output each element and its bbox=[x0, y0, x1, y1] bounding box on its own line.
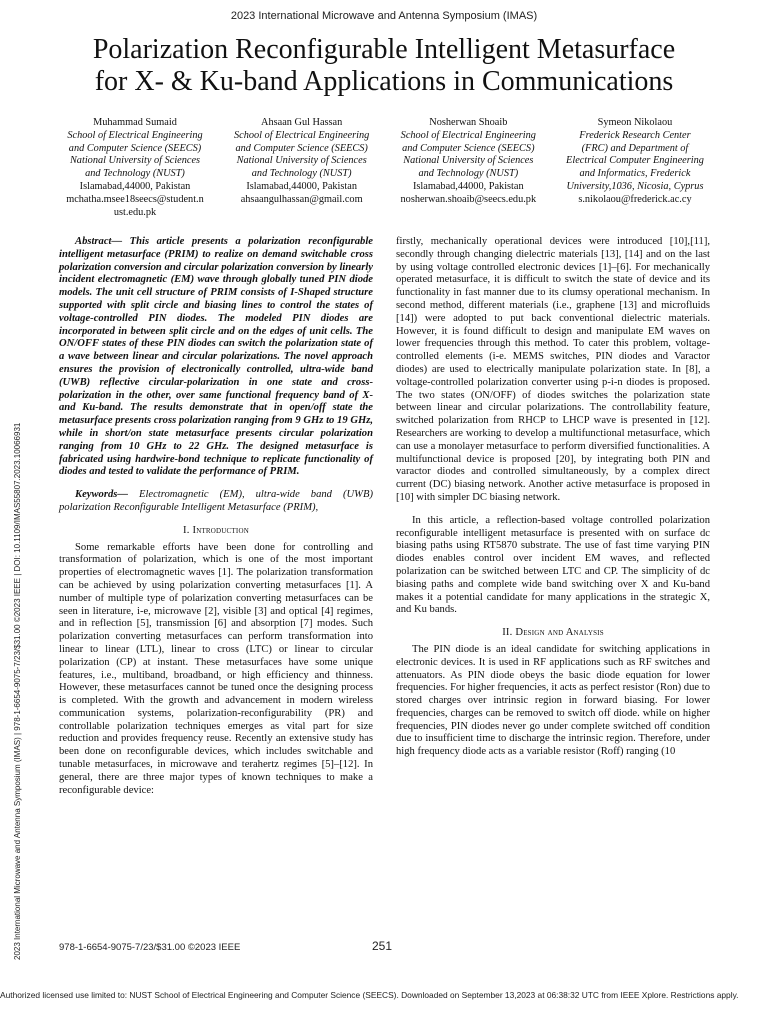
author-address: Islamabad,44000, Pakistan bbox=[79, 180, 191, 192]
author-affiliation: National University of Sciences bbox=[236, 155, 367, 167]
author-affiliation: and Computer Science (SEECS) bbox=[235, 142, 368, 154]
download-notice: Authorized licensed use limited to: NUST School of Electrical Engineering and Computer Science (SEECS). Downloaded on September 13,2023 at 06:38:32 UTC from IEEE Xplore. Restrictions apply. bbox=[0, 990, 739, 1000]
author-2 bbox=[222, 117, 382, 219]
author-address: University,1036, Nicosia, Cyprus bbox=[566, 180, 704, 192]
author-email: ahsaangulhassan@gmail.com bbox=[240, 193, 363, 205]
author-4 bbox=[555, 117, 715, 219]
author-affiliation: National University of Sciences bbox=[69, 155, 201, 167]
author-email: nosherwan.shoaib@seecs.edu.pk bbox=[400, 193, 537, 205]
keywords-text: Electromagnetic (EM), ultra-wide band (UWB) polarization Reconfigurable Intelligent Metasurface (PRIM), bbox=[59, 489, 373, 513]
author-affiliation: and Technology (NUST) bbox=[418, 168, 519, 180]
abstract: Abstract— This article presents a polarization reconfigurable intelligent metasurface (PRIM) to realize on demand switchable cross polarization conversion and circular polarization conversion by linearly incident electromagnetic (EM) wave through globally tuned PIN diode models. The unit cell structure of PRIM consists of I-Shaped structure supported with split circle and biasing lines to control the states of voltage-controlled PIN diodes. The modeled PIN diodes are incorporated in between split circle and on the edges of unit cells. The ON/OFF states of these PIN diodes can switch the polarization state of a wave between linear and circular polarizations. The novel approach ensures the provision of electronically controlled, ultra-wide band (UWB) reflective circular-polarization in one state and cross-polarization in the other, over same functional frequency band of X- and Ku-band. The results demonstrate that in open/off state the metasurface presents cross polarization ranging from 9 GHz to 19 GHz, while in short/on state metasurface presents circular polarization ranging from 10 GHz to 22 GHz. The designed metasurface is fabricated using hardwire-bond technique to replicate functionality of diodes and tested to validate the performance of PRIM. bbox=[59, 236, 373, 478]
author-email: mchatha.msee18seecs@student.n bbox=[66, 193, 204, 205]
section-heading-design bbox=[396, 627, 710, 640]
author-affiliation: and Informatics, Frederick bbox=[579, 168, 691, 180]
author-name: Symeon Nikolaou bbox=[597, 117, 673, 128]
author-affiliation: and Computer Science (SEECS) bbox=[68, 142, 202, 154]
author-affiliation: National University of Sciences bbox=[403, 155, 534, 167]
body-paragraph: In this article, a reflection-based voltage controlled polarization reconfigurable intelligent metasurface is presented with on surface dc biasing paths using RT5870 substrate. The use of fast time varying PIN diodes enables control over incident EM waves, and reflected polarization can be switched between LTC and CP. The simplicity of dc biasing paths and complete wide band switching over X and Ku-band makes it a potential candidate for many applications in the strategic X, and Ku bands. bbox=[396, 514, 710, 616]
author-name: Muhammad Sumaid bbox=[93, 117, 177, 128]
author-name: Nosherwan Shoaib bbox=[429, 117, 508, 128]
body-paragraph: The PIN diode is an ideal candidate for switching applications in electronic devices. It is used in RF applications such as RF switches and attenuators. As PIN diode obeys the basic diode equation for lower frequencies. For higher frequencies, it acts as perfect resistor (Ron) due to stored charges over intrinsic region in forward biasing. For lower frequencies, charges can be removed to switch off diode. while on higher frequencies, PIN diodes never go under complete switched off condition due to insufficient time to discharge the intrinsic region. Therefore, under high frequency diode acts as a variable resistor (Roff) ranging (10 bbox=[396, 643, 710, 758]
author-affiliation: School of Electrical Engineering bbox=[234, 129, 370, 141]
author-3 bbox=[388, 117, 548, 219]
author-email: s.nikolaou@frederick.ac.cy bbox=[578, 193, 692, 205]
copyright-footer: 978-1-6654-9075-7/23/$31.00 ©2023 IEEE bbox=[59, 942, 241, 953]
title-line-1: Polarization Reconfigurable Intelligent Metasurface bbox=[92, 34, 676, 65]
author-affiliation: Frederick Research Center bbox=[579, 129, 691, 141]
doi-sidebar: 2023 International Microwave and Antenna Symposium (IMAS) | 978-1-6654-9075-7/23/$31.00 ©2023 IEEE | DOI: 10.1109/IMAS55807.2023.10066931 bbox=[13, 422, 22, 960]
author-block bbox=[55, 117, 715, 219]
keywords-label: Keywords— bbox=[75, 489, 128, 501]
keywords bbox=[59, 489, 373, 515]
paper-title bbox=[30, 34, 738, 98]
author-name: Ahsaan Gul Hassan bbox=[261, 117, 343, 128]
author-1 bbox=[55, 117, 215, 219]
author-affiliation: and Technology (NUST) bbox=[85, 168, 185, 180]
author-email: ust.edu.pk bbox=[113, 206, 157, 218]
author-affiliation: (FRC) and Department of bbox=[581, 142, 689, 154]
conference-header: 2023 International Microwave and Antenna Symposium (IMAS) bbox=[230, 10, 538, 22]
body-paragraph: firstly, mechanically operational devices were introduced [10],[11], secondly through changing dielectric materials [13], [14] and on the last by using voltage controlled electronic devices [1]–[6]. For mechanically operated metasurface, it is difficult to switch the state of device and its functionality in fast manner due to its clumsy operational mechanism. In second method, different materials (i.e., graphene [13] and microfluids [14]) were adopted to put back conventional dielectric materials. However, it is found difficult to design and manipulate EM waves on lower frequencies through this method. To cater this problem, voltage-controlled elements (i-e. MEMS switches, PIN diodes and Varactor diodes) are used to electrically manipulate polarization state. In [8], a voltage-controlled polarization converter using p-i-n diodes is proposed. The two states (ON/OFF) of diodes switches the polarization state between linear and circular polarizations. The controllability feature, switched polarization from RHCP to LHCP wave is presented in [12]. Researchers are working to develop a multifunctional metasurface, which can use a monolayer metasurface to perform diversified functionalities. A multifunctional device is proposed [20], by integrating both PIN and varactor diodes and controlled simultaneously, by a complex direct current (DC) biasing network. Another active metasurface is proposed in [10] with simpler DC biasing network. bbox=[396, 236, 710, 503]
title-line-2: for X- & Ku-band Applications in Communications bbox=[94, 66, 674, 97]
section-heading-introduction bbox=[59, 525, 373, 538]
left-column bbox=[59, 236, 373, 797]
intro-paragraph: Some remarkable efforts have been done for controlling and transformation of polarization, which is one of the most important properties of electromagnetic waves [1]. The polarization transformation can be achieved by using polarization converting metasurfaces [1]. A number of multiple type of polarization converting metasurfaces can be seen in literature, i-e, microwave [2], visible [3] and optical [4] regimes, and in reflection [5], transmission [6] and absorption [7] modes. Such polarization converting metasurfaces can perform transformation into linear to linear (LTL), linear to cross (LTC) or linear to circular polarization (CP) at instant. These metasurfaces have some unique features, i.e., multiband, broadband, or high efficiency and thinness. However, these metasurfaces cannot be tuned once the designing process is completed. With the growth and advancement in modern wireless communication systems, polarization-reconfigurability (PR) and controllable polarization techniques emerges as vital part for size reduction and provides frequency reuse. Recently an extensive study has been done on reconfigurable devices, which includes switchable and tunable metasurfaces, in microwave and terahertz regimes [5]–[12]. In general, there are three major types of known techniques to make a reconfigurable device: bbox=[59, 541, 373, 796]
author-affiliation: School of Electrical Engineering bbox=[400, 129, 536, 141]
section-number: I. bbox=[183, 524, 190, 536]
author-address: Islamabad,44000, Pakistan bbox=[412, 180, 524, 192]
section-title: Design and Analysis bbox=[515, 627, 604, 639]
page-number: 251 bbox=[372, 939, 393, 953]
author-address: Islamabad,44000, Pakistan bbox=[246, 180, 357, 192]
right-column bbox=[396, 236, 710, 759]
section-title: Introduction bbox=[192, 524, 249, 536]
author-affiliation: School of Electrical Engineering bbox=[67, 129, 203, 141]
author-affiliation: Electrical Computer Engineering bbox=[566, 155, 704, 167]
author-affiliation: and Computer Science (SEECS) bbox=[402, 142, 535, 154]
author-affiliation: and Technology (NUST) bbox=[251, 168, 352, 180]
section-number: II. bbox=[502, 627, 513, 639]
